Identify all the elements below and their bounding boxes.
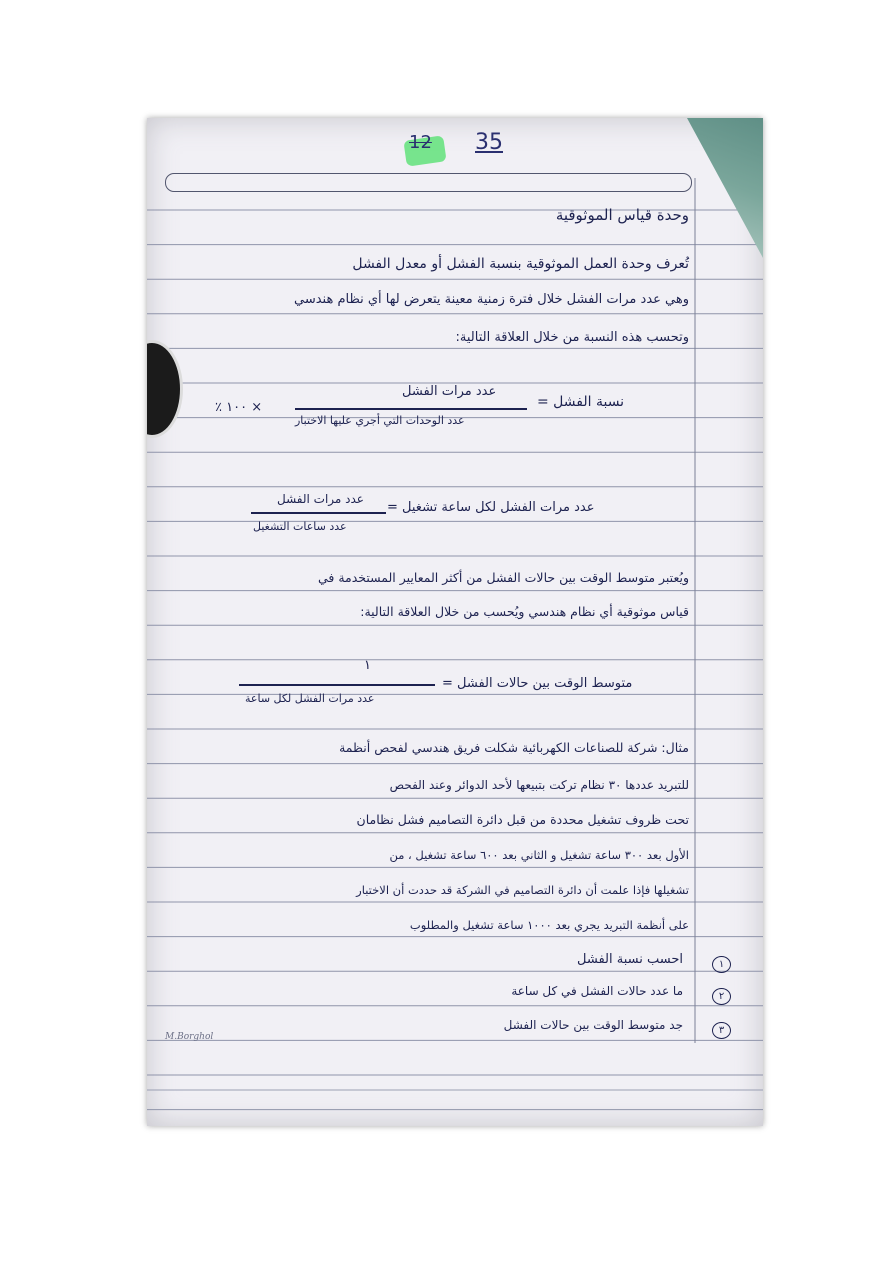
formula3-bar [239, 684, 435, 686]
notebook-page [147, 118, 763, 1126]
example-line-4: الأول بعد ٣٠٠ ساعة تشغيل و الثاني بعد ٦٠٠ ساعة تشغيل ، من [389, 848, 689, 862]
question-number-2: ٢ [712, 988, 731, 1005]
signature: M.Borghol [165, 1032, 214, 1042]
formula2-numerator: عدد مرات الفشل [277, 492, 364, 506]
formula3-numerator: ١ [364, 658, 371, 673]
example-line-1: مثال: شركة للصناعات الكهربائية شكلت فريق هندسي لفحص أنظمة [339, 740, 689, 755]
example-line-5: تشغيلها فإذا علمت أن دائرة التصاميم في الشركة قد حددت أن الاختبار [356, 883, 689, 897]
formula3-denominator: عدد مرات الفشل لكل ساعة [245, 692, 375, 705]
heading: وحدة قياس الموثوقية [555, 206, 689, 224]
paragraph2-line-2: قياس موثوقية أي نظام هندسي ويُحسب من خلال العلاقة التالية: [360, 604, 689, 619]
example-line-3: تحت ظروف تشغيل محددة من قبل دائرة التصاميم فشل نظامان [356, 812, 689, 827]
paragraph-line-3: وتحسب هذه النسبة من خلال العلاقة التالية: [455, 330, 689, 345]
formula3-lhs: متوسط الوقت بين حالات الفشل = [442, 676, 633, 691]
formula1-bar [295, 408, 527, 410]
formula1-numerator: عدد مرات الفشل [402, 384, 497, 399]
formula2-lhs: عدد مرات الفشل لكل ساعة تشغيل = [387, 500, 595, 515]
paragraph-line-1: تُعرف وحدة العمل الموثوقية بنسبة الفشل أو معدل الفشل [352, 256, 689, 272]
question-number-1: ١ [712, 956, 731, 973]
example-line-2: للتبريد عددها ٣٠ نظام تركت بتبيعها لأحد الدوائر وعند الفحص [389, 778, 689, 792]
question-number-3: ٣ [712, 1022, 731, 1039]
header-banner-outline [165, 173, 692, 192]
formula1-lhs: نسبة الفشل = [537, 394, 625, 410]
paragraph-line-2: وهي عدد مرات الفشل خلال فترة زمنية معينة يتعرض لها أي نظام هندسي [294, 292, 689, 307]
page-number-struck: 12 [409, 132, 432, 153]
formula2-denominator: عدد ساعات التشغيل [253, 520, 347, 533]
example-line-6: على أنظمة التبريد يجري بعد ١٠٠٠ ساعة تشغيل والمطلوب [409, 918, 689, 932]
formula1-denominator: عدد الوحدات التي أجري عليها الاختبار [295, 414, 465, 427]
page-number: 35 [475, 130, 503, 155]
formula2-bar [251, 512, 386, 514]
paragraph2-line-1: ويُعتبر متوسط الوقت بين حالات الفشل من أكثر المعايير المستخدمة في [317, 570, 689, 585]
question-1: احسب نسبة الفشل [577, 952, 683, 967]
question-2: ما عدد حالات الفشل في كل ساعة [511, 984, 683, 998]
formula1-multiplier: × ١٠٠ ٪ [215, 400, 263, 415]
question-3: جد متوسط الوقت بين حالات الفشل [503, 1018, 683, 1032]
